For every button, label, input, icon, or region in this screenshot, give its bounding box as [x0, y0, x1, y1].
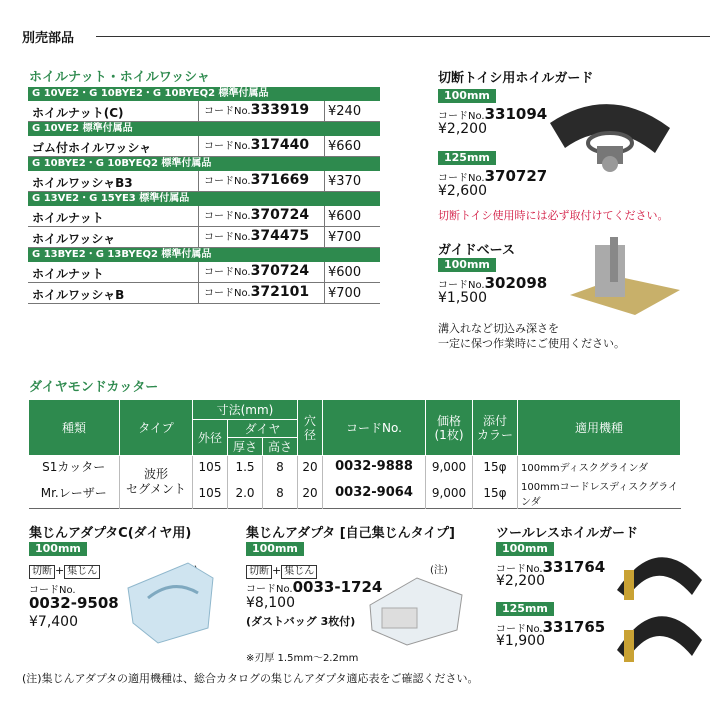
- diamond-table: [28, 399, 681, 509]
- guard-code-100: コードNo.331094: [438, 105, 548, 123]
- table-row: [28, 262, 380, 283]
- type-cell: 波形 セグメント: [120, 456, 193, 509]
- model-bar: G 10BYE2・G 10BYEQ2 標準付属品: [28, 157, 380, 171]
- table-row: [28, 227, 380, 248]
- guard-warning: 切断トイシ使用時には必ず取付けてください。: [438, 209, 669, 222]
- adapter-c-image: [118, 558, 218, 648]
- divider: [198, 171, 199, 191]
- col-outer: 外径: [193, 420, 228, 456]
- model-bar: G 10VE2・G 10BYE2・G 10BYEQ2 標準付属品: [28, 87, 380, 101]
- guide-base-image: [565, 235, 685, 320]
- wheel-guard-image: [545, 88, 675, 178]
- col-hole: 穴 径: [298, 400, 323, 456]
- part-name: ホイルワッシャ: [32, 232, 116, 246]
- part-price: ¥240: [328, 104, 362, 119]
- adapter-self-tags: 切断 + 集じん: [246, 559, 317, 579]
- part-price: ¥700: [328, 230, 362, 245]
- part-name: ホイルワッシャB: [32, 288, 125, 302]
- adapter-self-price: ¥8,100: [246, 595, 295, 611]
- part-price: ¥660: [328, 139, 362, 154]
- part-code: コードNo.371669: [204, 172, 310, 188]
- table-row: [28, 101, 380, 122]
- part-name: ゴム付ホイルワッシャ: [32, 141, 152, 155]
- adapter-c-tags: 切断 + 集じん: [29, 559, 100, 579]
- col-collar: 添付 カラー: [473, 400, 518, 456]
- col-price: 価格 (1枚): [426, 400, 473, 456]
- part-name: ホイルナット: [32, 211, 104, 225]
- guide-title: ガイドベース: [438, 243, 515, 258]
- guard-title: 切断トイシ用ホイルガード: [438, 71, 594, 86]
- col-height: 高さ: [263, 438, 298, 456]
- guard-price-100: ¥2,200: [438, 121, 487, 137]
- part-code: コードNo.370724: [204, 263, 310, 279]
- part-name: ホイルワッシャB3: [32, 176, 133, 190]
- part-code: コードNo.372101: [204, 284, 310, 300]
- col-code: コードNo.: [323, 400, 426, 456]
- col-machine: 適用機種: [518, 400, 681, 456]
- guide-note-2: 一定に保つ作業時にご使用ください。: [438, 337, 625, 350]
- divider: [324, 206, 325, 226]
- divider: [324, 171, 325, 191]
- part-name: ホイルナット: [32, 267, 104, 281]
- adapter-self-image: [362, 570, 467, 650]
- adapter-c-title: 集じんアダプタC(ダイヤ用): [29, 526, 192, 541]
- part-code: コードNo.370724: [204, 207, 310, 223]
- divider: [324, 283, 325, 303]
- guide-price: ¥1,500: [438, 290, 487, 306]
- divider: [198, 101, 199, 121]
- table-row: [28, 171, 380, 192]
- adapter-self-code: コードNo.0033-1724: [246, 578, 383, 596]
- part-code: コードNo.317440: [204, 137, 310, 153]
- adapter-self-note: (注): [430, 565, 448, 576]
- divider: [324, 136, 325, 156]
- table-row: [28, 206, 380, 227]
- table-row: [28, 136, 380, 157]
- guide-size: 100mm: [438, 258, 496, 272]
- model-bar: G 13VE2・G 15YE3 標準付属品: [28, 192, 380, 206]
- divider: [198, 227, 199, 247]
- divider: [198, 206, 199, 226]
- toolless-price-100: ¥2,200: [496, 573, 545, 589]
- col-dim: 寸法(mm): [193, 400, 298, 420]
- col-kind: 種類: [29, 400, 120, 456]
- part-price: ¥370: [328, 174, 362, 189]
- guard-size-100: 100mm: [438, 89, 496, 103]
- guard-code-125: コードNo.370727: [438, 167, 548, 185]
- page-title: 別売部品: [22, 31, 75, 46]
- adapter-self-size: 100mm: [246, 542, 304, 556]
- toolless-size-100: 100mm: [496, 542, 554, 556]
- toolless-guard-100-image: [612, 540, 707, 605]
- toolless-guard-125-image: [612, 600, 707, 668]
- divider: [198, 262, 199, 282]
- wheel-nut-title: ホイルナット・ホイルワッシャ: [29, 70, 210, 85]
- header-rule: [96, 36, 710, 37]
- part-price: ¥600: [328, 209, 362, 224]
- divider: [324, 262, 325, 282]
- adapter-c-code-label: コードNo.: [29, 585, 76, 596]
- adapter-c-code: 0032-9508: [29, 594, 119, 612]
- adapter-self-extra: (ダストバッグ 3枚付): [246, 615, 356, 628]
- guard-size-125: 125mm: [438, 151, 496, 165]
- guide-code: コードNo.302098: [438, 274, 548, 292]
- col-dia: ダイヤ: [228, 420, 298, 438]
- divider: [324, 227, 325, 247]
- adapter-c-price: ¥7,400: [29, 614, 78, 630]
- part-code: コードNo.333919: [204, 102, 310, 118]
- toolless-code-100: コードNo.331764: [496, 558, 606, 576]
- adapter-self-blade: ※刃厚 1.5mm〜2.2mm: [246, 653, 359, 664]
- table-row: S1カッター 波形 セグメント 105 1.5 8 20 0032-9888 9,000 15φ 100mmディスクグラインダ: [29, 456, 681, 478]
- table-row: [28, 283, 380, 304]
- model-bar: G 13BYE2・G 13BYEQ2 標準付属品: [28, 248, 380, 262]
- model-bar: G 10VE2 標準付属品: [28, 122, 380, 136]
- col-thick: 厚さ: [228, 438, 263, 456]
- toolless-size-125: 125mm: [496, 602, 554, 616]
- part-name: ホイルナット(C): [32, 106, 124, 120]
- toolless-title: ツールレスホイルガード: [496, 526, 639, 541]
- divider: [198, 136, 199, 156]
- part-price: ¥700: [328, 286, 362, 301]
- part-code: コードNo.374475: [204, 228, 310, 244]
- adapter-self-title: 集じんアダプタ [自己集じんタイプ]: [246, 526, 455, 541]
- guide-note-1: 溝入れなど切込み深さを: [438, 322, 559, 335]
- divider: [324, 101, 325, 121]
- part-price: ¥600: [328, 265, 362, 280]
- table-row: Mr.レーザー 105 2.0 8 20 0032-9064 9,000 15φ 100mmコードレスディスクグラインダ: [29, 478, 681, 509]
- divider: [198, 283, 199, 303]
- footnote: (注)集じんアダプタの適用機種は、総合カタログの集じんアダプタ適応表をご確認ください。: [22, 672, 479, 685]
- col-type: タイプ: [120, 400, 193, 456]
- toolless-price-125: ¥1,900: [496, 633, 545, 649]
- toolless-code-125: コードNo.331765: [496, 618, 606, 636]
- adapter-c-size: 100mm: [29, 542, 87, 556]
- diamond-title: ダイヤモンドカッター: [29, 380, 159, 395]
- guard-price-125: ¥2,600: [438, 183, 487, 199]
